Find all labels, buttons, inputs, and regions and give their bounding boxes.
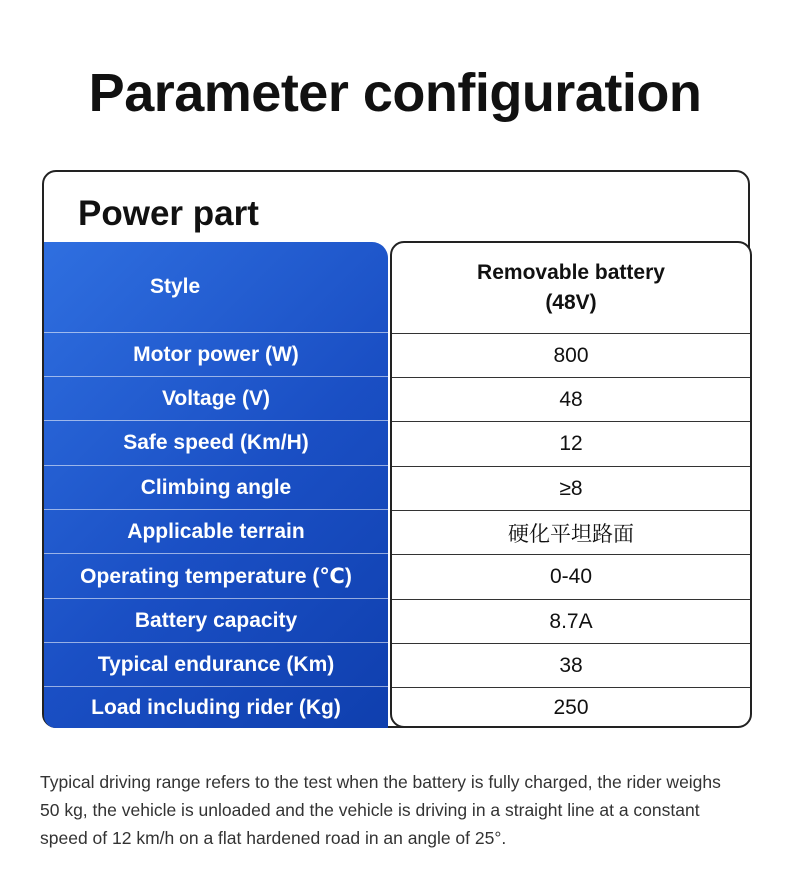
- footnote: Typical driving range refers to the test when the battery is fully charged, the rider weighs 50 kg, the vehicle is unloaded and the vehicle is driving in a straight line at a constant speed of 12 km/h on a flat hardened road in an angle of 25°.: [40, 772, 721, 848]
- value-style-line2: (48V): [545, 291, 597, 314]
- label-safe-speed: Safe speed (Km/H): [44, 421, 388, 466]
- value-motor-power: 800: [392, 334, 750, 378]
- label-climbing-angle: Climbing angle: [44, 466, 388, 510]
- value-load-including-rider: 250: [553, 696, 589, 719]
- value-style: [392, 243, 750, 334]
- label-motor-power: Motor power (W): [44, 333, 388, 377]
- label-style: Style: [44, 242, 388, 333]
- parameter-label-column: [44, 242, 388, 728]
- label-typical-endurance: Typical endurance (Km): [44, 643, 388, 687]
- value-typical-endurance: 38: [392, 644, 750, 688]
- label-battery-capacity: Battery capacity: [44, 599, 388, 643]
- label-operating-temperature: Operating temperature (℃): [44, 554, 388, 599]
- page-title: Parameter configuration: [88, 63, 702, 123]
- value-safe-speed: 12: [392, 422, 750, 467]
- parameter-value-column: [390, 241, 752, 728]
- power-part-card: [42, 170, 750, 728]
- value-climbing-angle: ≥8: [392, 467, 750, 511]
- value-style-line1: Removable battery: [477, 261, 665, 284]
- value-voltage: 48: [392, 378, 750, 422]
- section-title: Power part: [78, 194, 259, 233]
- value-operating-temperature: 0-40: [392, 555, 750, 600]
- label-applicable-terrain: Applicable terrain: [44, 510, 388, 554]
- label-voltage: Voltage (V): [44, 377, 388, 421]
- label-load-including-rider: Load including rider (Kg): [91, 695, 341, 719]
- value-battery-capacity: 8.7A: [392, 600, 750, 644]
- value-applicable-terrain: 硬化平坦路面: [392, 511, 750, 555]
